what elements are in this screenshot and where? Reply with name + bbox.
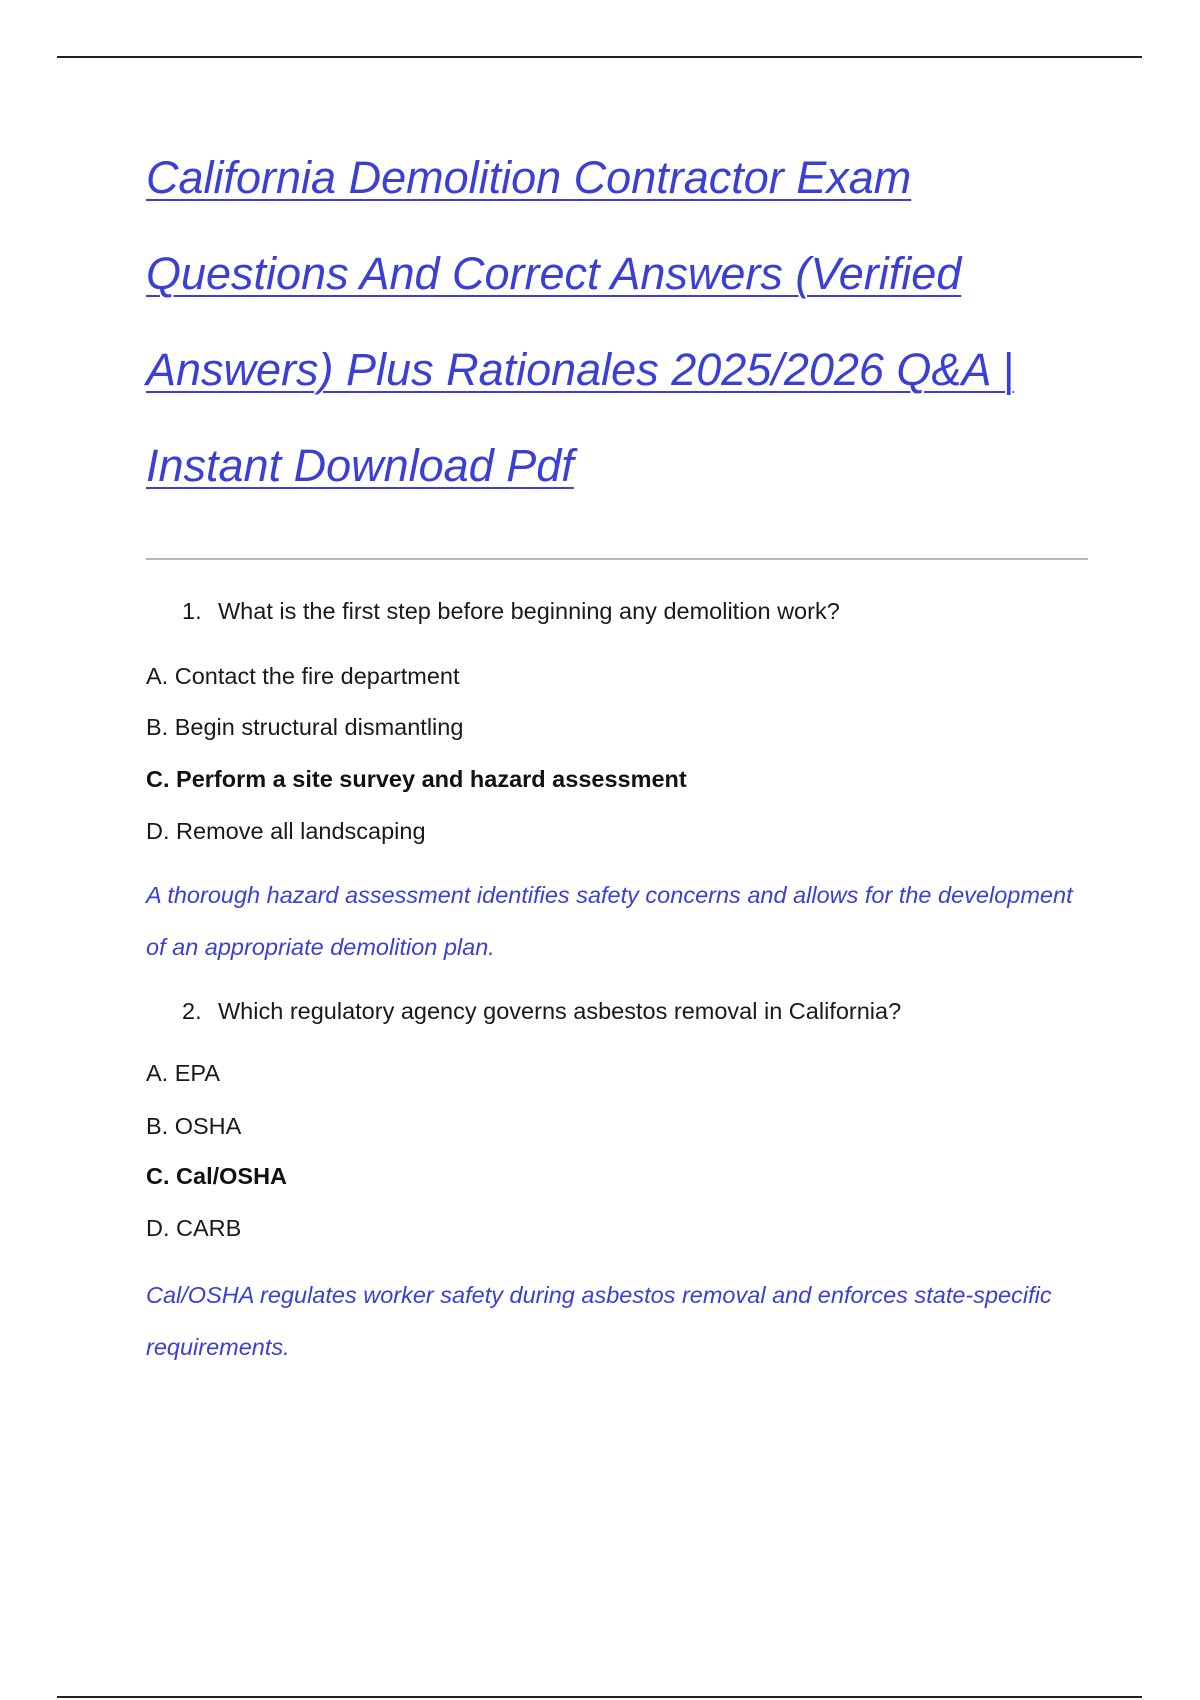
answer-option-d: D. Remove all landscaping [146,818,426,844]
answer-option-c-correct: C. Cal/OSHA [146,1163,288,1189]
answer-option-a: A. EPA [146,1060,221,1086]
top-rule [57,56,1142,58]
question-number: 2. [182,998,202,1024]
answer-rationale: Cal/OSHA regulates worker safety during asbestos removal and enforces state-specific requirements. [146,1282,1052,1360]
question-prompt: Which regulatory agency governs asbestos removal in California? [218,998,902,1024]
section-divider [146,558,1088,560]
answer-option-b: B. OSHA [146,1113,242,1139]
question-text [182,596,840,626]
answer-option-a: A. Contact the fire department [146,663,460,689]
question-number: 1. [182,598,202,624]
bottom-rule [57,1696,1142,1698]
title-link[interactable]: California Demolition Contractor Exam Questions And Correct Answers (Verified Answers) Plus Rationales 2025/2026 Q&A | Instant Download Pdf [146,152,1014,491]
answer-option-d: D. CARB [146,1215,242,1241]
question-text [182,996,901,1026]
answer-rationale: A thorough hazard assessment identifies safety concerns and allows for the development of an appropriate demolition plan. [146,882,1073,960]
answer-option-c-correct: C. Perform a site survey and hazard assessment [146,766,687,792]
document-title [146,130,1106,514]
question-prompt: What is the first step before beginning any demolition work? [218,598,840,624]
answer-option-b: B. Begin structural dismantling [146,714,464,740]
